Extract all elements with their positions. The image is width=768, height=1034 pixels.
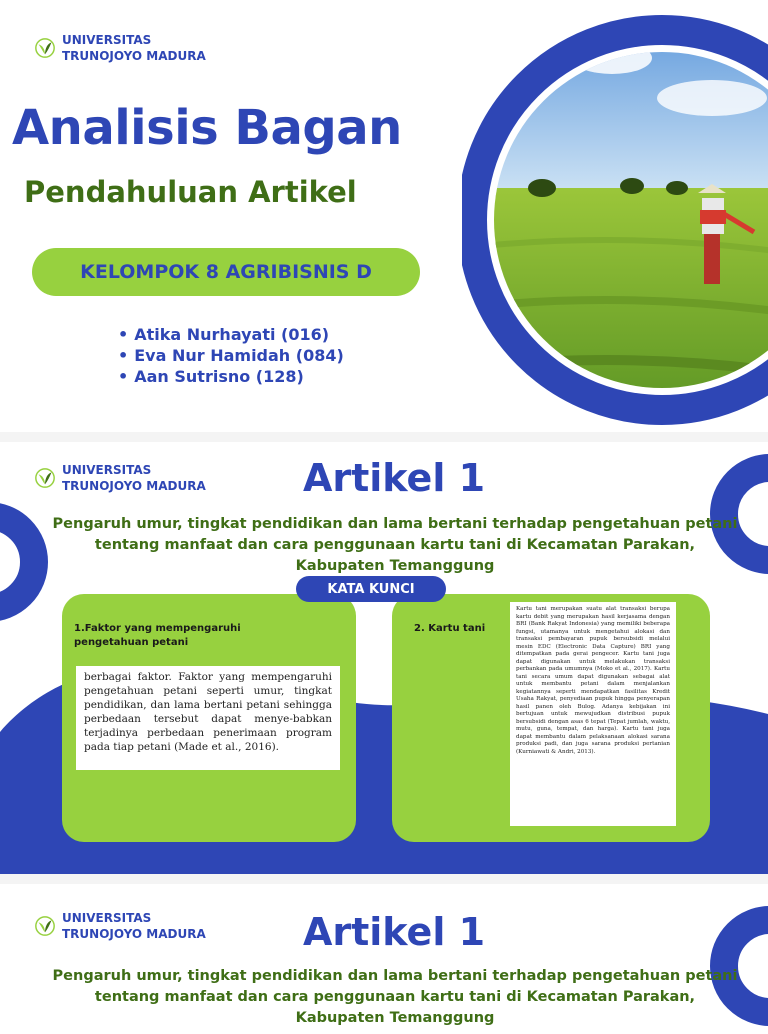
article-title: Artikel 1 [302,456,486,500]
member-item: • Eva Nur Hamidah (084) [118,345,344,366]
farmer-photo [462,0,768,432]
keyword-card-2 [392,594,710,842]
member-list [118,324,344,387]
tea-field-image [462,0,768,432]
article-description: Pengaruh umur, tingkat pendidikan dan lama bertani terhadap pengetahuan petani tentang manfaat dan cara penggunaan kartu tani di Kecamatan Parakan, Kabupaten Temanggung [52,968,738,1026]
member-item: • Aan Sutrisno (128) [118,366,344,387]
leaf-logo-icon [34,37,56,59]
university-name: UNIVERSITAS TRUNOJOYO MADURA [62,463,206,493]
member-item: • Atika Nurhayati (016) [118,324,344,345]
university-logo [34,32,206,64]
university-name: UNIVERSITAS TRUNOJOYO MADURA [62,911,206,941]
quote-excerpt: berbagai faktor. Faktor yang mempengaruhi pengetahuan petani seperti umur, tingkat pendidikan, dan lama bertani petani sehingga perbedaan tersebut dapat menye-babkan terjadinya perbedaan penerimaan program pada tiap petani (Made et al., 2016). [76,666,340,770]
keyword-heading: 1.Faktor yang mempengaruhi pengetahuan petani [74,623,241,648]
keyword-card-1 [62,594,356,842]
cover-subtitle: Pendahuluan Artikel [24,175,357,209]
keyword-heading: 2. Kartu tani [414,623,486,634]
article-title: Artikel 1 [302,910,486,954]
article-slide [0,442,768,874]
article-description: Pengaruh umur, tingkat pendidikan dan lama bertani terhadap pengetahuan petani tentang manfaat dan cara penggunaan kartu tani di Kecamatan Parakan, Kabupaten Temanggung [52,516,738,574]
quote-excerpt: Kartu tani merupakan suatu alat transaksi berupa kartu debit yang merupakan hasil kerjasama dengan BRI (Bank Rakyat Indonesia) yang memiliki beberapa fungsi, utamanya untuk mengetahui alokasi dan transaksi pembayaran pupuk bersubsidi melalui mesin EDC (Electronic Data Capture) BRI yang ditempatkan pada gerai pengecer. Kartu tani juga dapat digunakan untuk melakukan transaksi perbankan pada umumnya (Moko et al., 2017). Kartu tani secara umum dapat digunakan sebagai alat untuk membantu petani dalam menjalankan kegiatannya seperti mendapatkan fasilitas Kredit Usaha Rakyat, penyediaan pupuk hingga penyerapan hasil panen oleh Bulog. Adanya kebijakan ini bertujuan untuk mewujudkan distribusi pupuk bersubsidi dengan asas 6 tepat (Tepat jumlah, waktu, mutu, guna, tempat, dan harga). Kartu tani juga dapat membantu dalam pelaksanaan alokasi sarana produksi padi, dan juga sarana produksi pertanian (Kurniawati & Andri, 2013). [510,602,676,826]
cover-title: Analisis Bagan [12,100,402,156]
university-name: UNIVERSITAS TRUNOJOYO MADURA [62,33,206,63]
group-badge: KELOMPOK 8 AGRIBISNIS D [32,248,420,296]
cover-slide [0,0,768,432]
article-slide-repeat [0,884,768,1034]
keywords-label: KATA KUNCI [296,576,446,602]
